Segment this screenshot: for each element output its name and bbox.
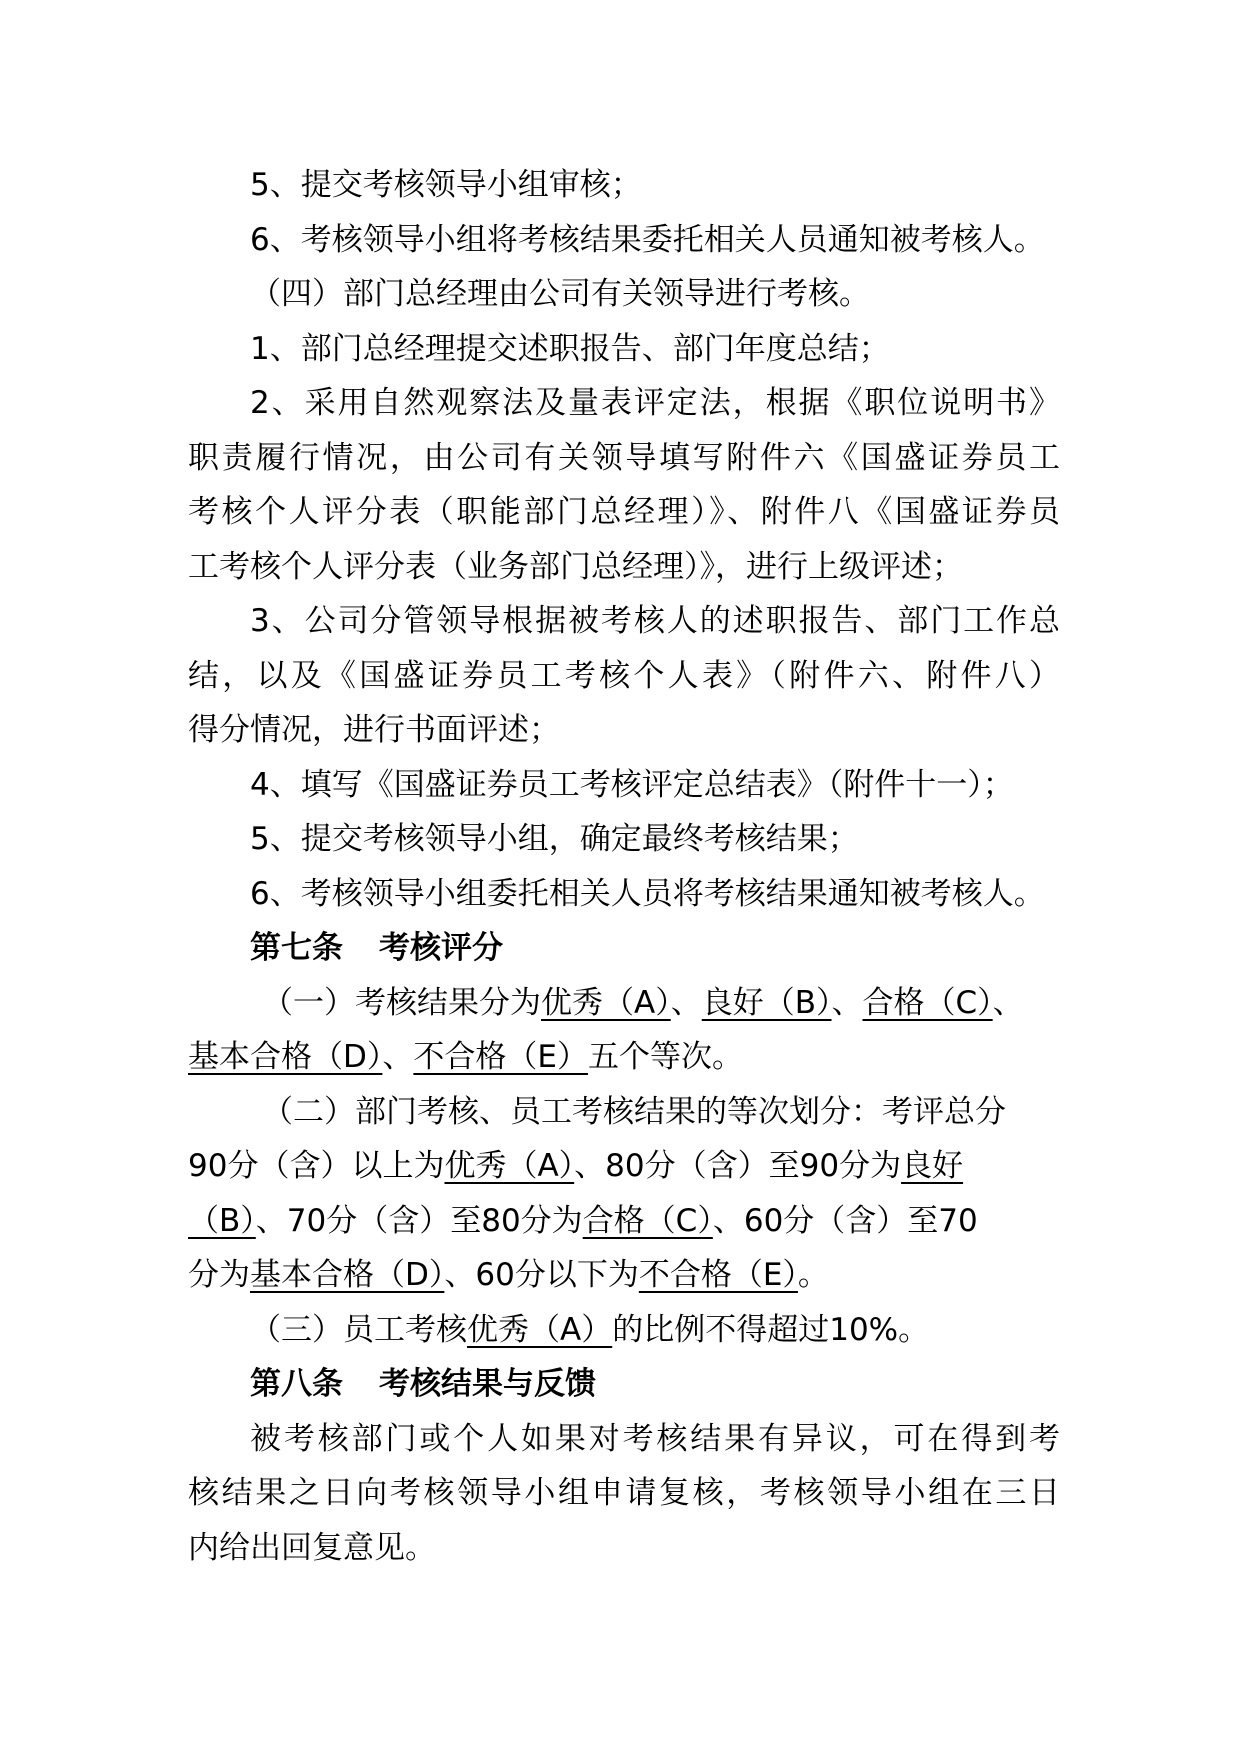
document-body — [188, 158, 1060, 1575]
paragraph-line: 6、考核领导小组将考核结果委托相关人员通知被考核人。 — [250, 221, 1045, 258]
paragraph-line: 5、提交考核领导小组，确定最终考核结果； — [250, 821, 859, 857]
paragraph-line: 工考核个人评分表（业务部门总经理）》，进行上级评述； — [188, 548, 963, 585]
grade-pass: 合格（C） — [862, 984, 993, 1021]
text-span: 、 — [670, 984, 702, 1021]
paragraph-line: 6、考核领导小组委托相关人员将考核结果通知被考核人。 — [250, 875, 1045, 912]
article-title: 考核评分 — [379, 930, 503, 966]
text-span: 、 — [992, 984, 1024, 1021]
grade-fail: 不合格（E） — [638, 1257, 798, 1293]
paragraph-line — [188, 1139, 1060, 1194]
paragraph-line: 4、填写《国盛证券员工考核评定总结表》（附件十一）； — [250, 766, 1014, 803]
grade-basic-pass: 基本合格（D） — [188, 1039, 383, 1075]
grade-excellent: 优秀（A） — [444, 1148, 575, 1184]
grade-excellent: 优秀（A） — [467, 1311, 613, 1348]
article-heading-7 — [188, 921, 1060, 976]
grade-excellent: 优秀（A） — [541, 984, 671, 1021]
grade-good: （B） — [188, 1202, 256, 1239]
text-span: 五个等次。 — [587, 1039, 743, 1075]
paragraph-line: 得分情况，进行书面评述； — [188, 712, 560, 748]
paragraph-line: 结，以及《国盛证券员工考核个人表》（附件六、附件八） — [188, 657, 1060, 694]
article-number: 第七条 — [250, 930, 343, 966]
paragraph-line — [188, 1248, 1060, 1303]
paragraph-line: 考核个人评分表（职能部门总经理）》、附件八《国盛证券员 — [188, 494, 1060, 530]
paragraph-line — [188, 976, 1060, 1031]
grade-basic-pass: 基本合格（D） — [250, 1257, 445, 1293]
text-span: 90分（含）以上为 — [188, 1148, 445, 1184]
grade-good: 良好（B） — [701, 984, 832, 1021]
grade-pass: 合格（C） — [582, 1202, 713, 1239]
text-span: 、60分以下为 — [444, 1257, 639, 1293]
paragraph-line: 1、部门总经理提交述职报告、部门年度总结； — [250, 330, 890, 367]
text-span: （三）员工考核 — [250, 1311, 467, 1348]
paragraph-line: 3、公司分管领导根据被考核人的述职报告、部门工作总 — [250, 603, 1060, 639]
grade-good: 良好 — [901, 1148, 964, 1184]
text-span: 分为 — [188, 1257, 250, 1293]
grade-fail: 不合格（E） — [413, 1039, 588, 1075]
section-line: （四）部门总经理由公司有关领导进行考核。 — [250, 276, 870, 312]
text-span: 、 — [382, 1039, 414, 1075]
text-span: 、80分（含）至90分为 — [574, 1148, 902, 1184]
text-span: 。 — [797, 1257, 829, 1293]
article-title: 考核结果与反馈 — [379, 1366, 596, 1402]
text-span: 的比例不得超过10%。 — [612, 1311, 930, 1348]
paragraph-line: 被考核部门或个人如果对考核结果有异议，可在得到考 — [250, 1420, 1060, 1457]
paragraph-line: 2、采用自然观察法及量表评定法，根据《职位说明书》 — [250, 385, 1060, 421]
paragraph-line: 5、提交考核领导小组审核； — [250, 167, 642, 203]
article-number: 第八条 — [250, 1366, 343, 1402]
paragraph-line — [188, 1030, 1060, 1085]
text-span: 、60分（含）至70 — [712, 1202, 978, 1239]
paragraph-line: 职责履行情况，由公司有关领导填写附件六《国盛证券员工 — [188, 439, 1060, 476]
paragraph-line: 内给出回复意见。 — [188, 1529, 436, 1566]
paragraph-line — [188, 1194, 1060, 1249]
paragraph-line: （二）部门考核、员工考核结果的等次划分：考评总分 — [262, 1093, 1006, 1130]
article-heading-8 — [188, 1357, 1060, 1412]
paragraph-line: 核结果之日向考核领导小组申请复核，考核领导小组在三日 — [188, 1475, 1060, 1511]
text-span: （一）考核结果分为 — [262, 984, 541, 1021]
text-span: 、 — [831, 984, 863, 1021]
text-span: 、70分（含）至80分为 — [255, 1202, 583, 1239]
paragraph-line — [188, 1303, 1060, 1358]
